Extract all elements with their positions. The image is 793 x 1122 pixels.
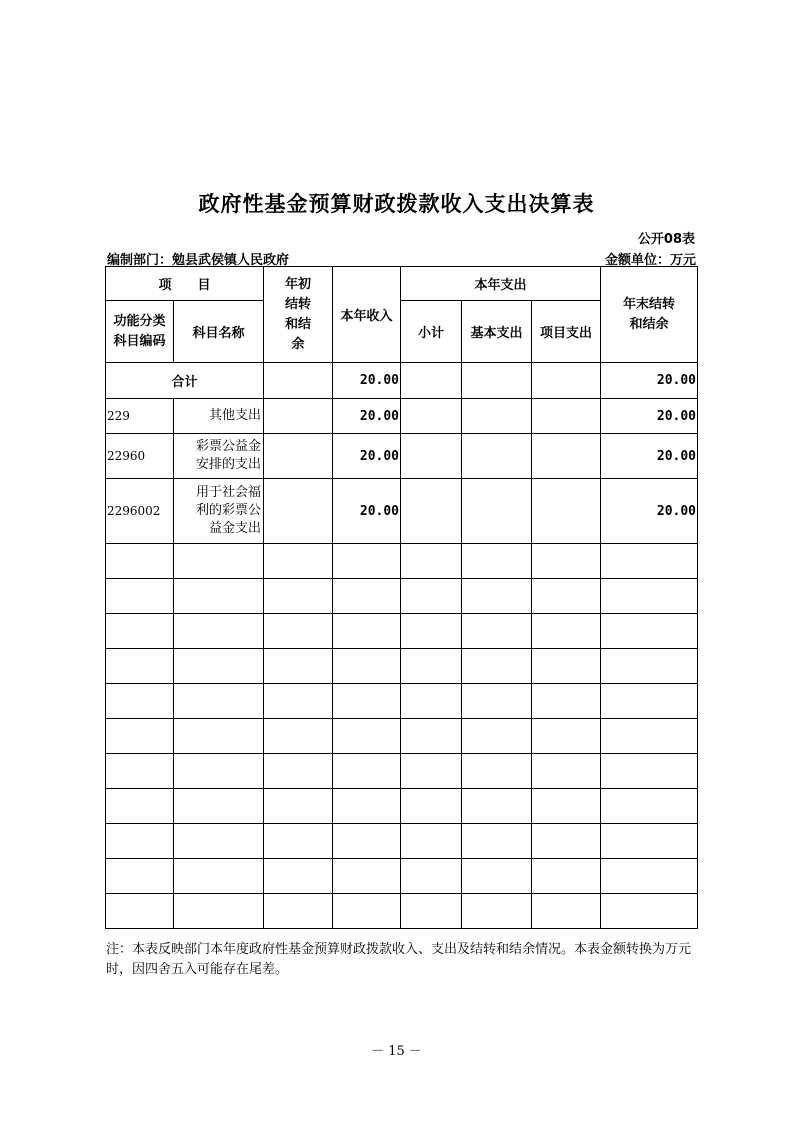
meta-row [107, 249, 696, 268]
row-income: 20.00 [333, 399, 401, 434]
header-income: 本年收入 [333, 267, 401, 363]
cell-empty [532, 399, 601, 434]
table-row [106, 479, 698, 544]
cell-empty [264, 479, 333, 544]
header-project: 项目支出 [532, 301, 601, 363]
header-expenditure: 本年支出 [401, 267, 601, 301]
empty-row [106, 614, 698, 649]
row-income: 20.00 [333, 479, 401, 544]
empty-row [106, 789, 698, 824]
header-item: 项 目 [106, 267, 264, 301]
total-row [106, 363, 698, 399]
header-subtotal: 小计 [401, 301, 462, 363]
cell-empty [462, 399, 532, 434]
header-row-1 [106, 267, 698, 301]
empty-row [106, 824, 698, 859]
header-opening-balance: 年初结转和结余 [264, 267, 333, 363]
header-closing-balance: 年末结转和结余 [601, 267, 698, 363]
budget-table [105, 266, 698, 929]
cell-empty [462, 434, 532, 479]
row-closing: 20.00 [601, 399, 698, 434]
empty-row [106, 579, 698, 614]
cell-empty [401, 434, 462, 479]
cell-empty [264, 399, 333, 434]
empty-row [106, 649, 698, 684]
cell-empty [532, 363, 601, 399]
total-income: 20.00 [333, 363, 401, 399]
empty-row [106, 894, 698, 929]
footnote: 注：本表反映部门本年度政府性基金预算财政拨款收入、支出及结转和结余情况。本表金额转换为万元时，因四舍五入可能存在尾差。 [106, 942, 692, 977]
row-name: 其他支出 [174, 399, 264, 434]
row-income: 20.00 [333, 434, 401, 479]
row-closing: 20.00 [601, 434, 698, 479]
department-label: 编制部门： [107, 253, 173, 268]
cell-empty [401, 363, 462, 399]
unit-label: 金额单位： [604, 253, 670, 268]
total-label: 合计 [106, 363, 264, 399]
empty-row [106, 684, 698, 719]
row-code: 229 [106, 399, 174, 434]
cell-empty [532, 479, 601, 544]
unit-value: 万元 [669, 253, 696, 268]
header-func-code: 功能分类科目编码 [106, 301, 174, 363]
table-row [106, 399, 698, 434]
header-subject-name: 科目名称 [174, 301, 264, 363]
cell-empty [532, 434, 601, 479]
cell-empty [401, 479, 462, 544]
header-basic: 基本支出 [462, 301, 532, 363]
cell-empty [401, 399, 462, 434]
form-number: 公开08表 [637, 232, 695, 247]
cell-empty [462, 479, 532, 544]
empty-row [106, 719, 698, 754]
empty-row [106, 859, 698, 894]
row-name: 用于社会福利的彩票公益金支出 [174, 479, 264, 544]
cell-empty [264, 363, 333, 399]
row-code: 2296002 [106, 479, 174, 544]
cell-empty [264, 434, 333, 479]
total-closing: 20.00 [601, 363, 698, 399]
department-name: 勉县武侯镇人民政府 [172, 253, 290, 268]
row-name: 彩票公益金安排的支出 [174, 434, 264, 479]
row-code: 22960 [106, 434, 174, 479]
row-closing: 20.00 [601, 479, 698, 544]
empty-row [106, 544, 698, 579]
table-row [106, 434, 698, 479]
cell-empty [462, 363, 532, 399]
empty-row [106, 754, 698, 789]
page-title: 政府性基金预算财政拨款收入支出决算表 [198, 192, 595, 216]
page-number: － 15 － [371, 1044, 422, 1059]
